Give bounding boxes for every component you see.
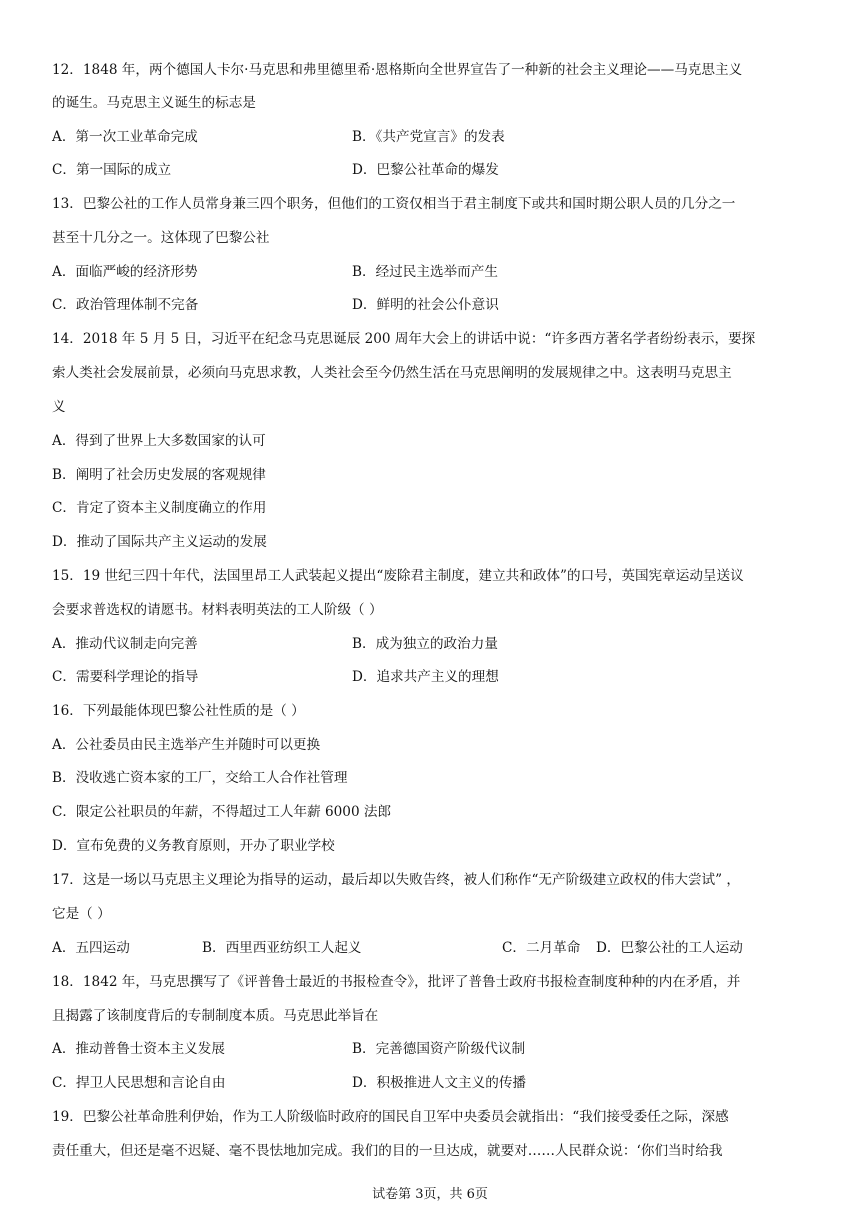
question-13-option-c: C．政治管理体制不完备 <box>52 297 199 313</box>
question-12-option-c: C．第一国际的成立 <box>52 162 172 178</box>
question-17-option-c: C．二月革命 <box>502 940 581 956</box>
question-14-option-c: C．肯定了资本主义制度确立的作用 <box>52 500 267 516</box>
question-18-option-d: D．积极推进人文主义的传播 <box>352 1075 527 1091</box>
question-12-option-b: B．《共产党宣言》的发表 <box>352 129 505 145</box>
question-16-option-a: A．公社委员由民主选举产生并随时可以更换 <box>52 737 321 753</box>
question-14-stem-line-2: 索人类社会发展前景，必须向马克思求教，人类社会至今仍然生活在马克思阐明的发展规律之中。这表明马克思主 <box>52 365 732 381</box>
question-14-stem-line-3: 义 <box>52 399 66 415</box>
question-18-option-b: B．完善德国资产阶级代议制 <box>352 1041 526 1057</box>
question-19-stem-line-1: 19．巴黎公社革命胜利伊始，作为工人阶级临时政府的国民自卫军中央委员会就指出：“我们接受委任之际，深感 <box>52 1109 729 1125</box>
question-15-stem-line-1: 15．19 世纪三四十年代，法国里昂工人武装起义提出“废除君主制度，建立共和政体”的口号，英国宪章运动呈送议 <box>52 568 744 584</box>
question-17-option-a: A．五四运动 <box>52 940 130 956</box>
question-16-option-b: B．没收逃亡资本家的工厂，交给工人合作社管理 <box>52 770 348 786</box>
question-13-stem-line-2: 甚至十几分之一。这体现了巴黎公社 <box>52 230 270 246</box>
question-17-stem-line-2: 它是（ ） <box>52 906 111 922</box>
question-14-stem-line-1: 14．2018 年 5 月 5 日，习近平在纪念马克思诞辰 200 周年大会上的讲话中说：“许多西方著名学者纷纷表示，要探 <box>52 331 756 347</box>
question-12-option-d: D．巴黎公社革命的爆发 <box>352 162 499 178</box>
question-17-option-b: B．西里西亚纺织工人起义 <box>202 940 362 956</box>
question-17-option-d: D．巴黎公社的工人运动 <box>596 940 743 956</box>
question-14-option-a: A．得到了世界上大多数国家的认可 <box>52 433 266 449</box>
question-12-stem-line-2: 的诞生。马克思主义诞生的标志是 <box>52 95 256 111</box>
question-13-option-a: A．面临严峻的经济形势 <box>52 264 198 280</box>
question-16-stem-line-1: 16．下列最能体现巴黎公社性质的是（ ） <box>52 703 305 719</box>
question-15-option-b: B．成为独立的政治力量 <box>352 636 498 652</box>
question-12-stem-line-1: 12．1848 年，两个德国人卡尔·马克思和弗里德里希·恩格斯向全世界宣告了一种新的社会主义理论——马克思主义 <box>52 62 743 78</box>
question-13-option-b: B．经过民主选举而产生 <box>352 264 498 280</box>
question-18-stem-line-1: 18．1842 年，马克思撰写了《评普鲁士最近的书报检查令》，批评了普鲁士政府书报检查制度种种的内在矛盾，并 <box>52 974 741 990</box>
question-14-option-b: B．阐明了社会历史发展的客观规律 <box>52 467 266 483</box>
question-16-option-d: D．宣布免费的义务教育原则，开办了职业学校 <box>52 838 335 854</box>
question-16-option-c: C．限定公社职员的年薪，不得超过工人年薪 6000 法郎 <box>52 804 392 820</box>
question-13-stem-line-1: 13．巴黎公社的工作人员常身兼三四个职务，但他们的工资仅相当于君主制度下或共和国时期公职人员的几分之一 <box>52 196 736 212</box>
question-12-option-a: A．第一次工业革命完成 <box>52 129 198 145</box>
question-18-stem-line-2: 且揭露了该制度背后的专制制度本质。马克思此举旨在 <box>52 1008 379 1024</box>
question-18-option-a: A．推动普鲁士资本主义发展 <box>52 1041 225 1057</box>
page-footer: 试卷第 3页，共 6页 <box>372 1187 488 1202</box>
question-13-option-d: D．鲜明的社会公仆意识 <box>352 297 499 313</box>
question-15-option-c: C．需要科学理论的指导 <box>52 669 199 685</box>
question-19-stem-line-2: 责任重大，但还是毫不迟疑、毫不畏怯地加完成。我们的目的一旦达成，就要对……人民群众说：‘你们当时给我 <box>52 1143 723 1159</box>
question-15-stem-line-2: 会要求普选权的请愿书。材料表明英法的工人阶级（ ） <box>52 602 383 618</box>
question-14-option-d: D．推动了国际共产主义运动的发展 <box>52 534 267 550</box>
question-15-option-d: D．追求共产主义的理想 <box>352 669 499 685</box>
question-15-option-a: A．推动代议制走向完善 <box>52 636 198 652</box>
question-18-option-c: C．捍卫人民思想和言论自由 <box>52 1075 226 1091</box>
question-17-stem-line-1: 17．这是一场以马克思主义理论为指导的运动，最后却以失败告终，被人们称作“无产阶级建立政权的伟大尝试” ， <box>52 872 741 888</box>
